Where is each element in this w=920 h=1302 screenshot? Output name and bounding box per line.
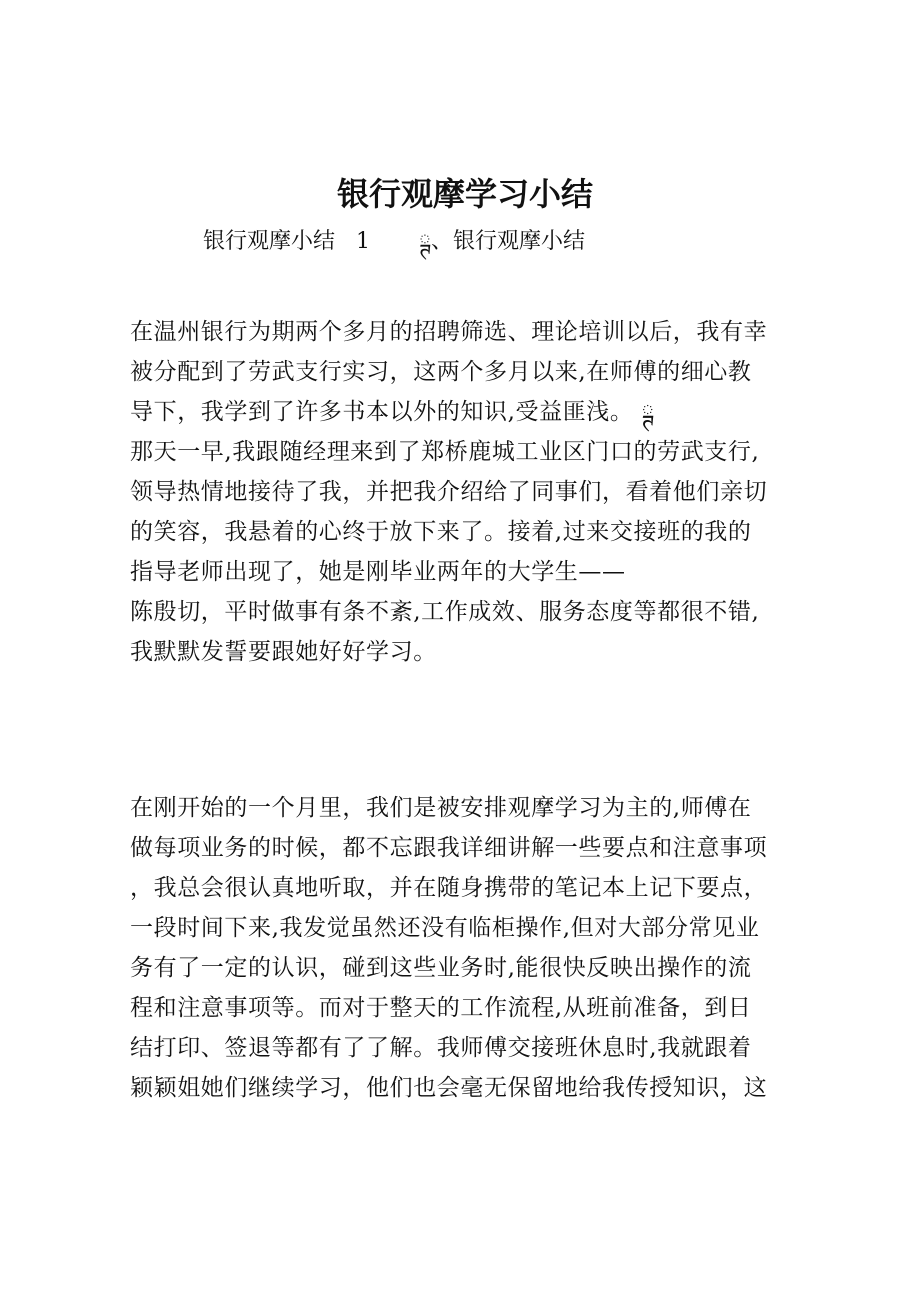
text-line: 领导热情地接待了我，并把我介绍给了同事们，看着他们亲切 bbox=[130, 479, 768, 505]
text-line: 务有了一定的认识，碰到这些业务时,能很快反映出操作的流 bbox=[130, 955, 752, 981]
paragraph-block bbox=[130, 312, 800, 672]
text-line: 在温州银行为期两个多月的招聘筛选、理论培训以后，我有幸 bbox=[130, 319, 768, 345]
text-line: 结打印、签退等都有了了解。我师傅交接班休息时,我就跟着 bbox=[130, 1035, 752, 1061]
text-line: 被分配到了劳武支行实习，这两个多月以来,在师傅的细心教 bbox=[130, 359, 752, 385]
text-line: 在刚开始的一个月里，我们是被安排观摩学习为主的,师傅在 bbox=[130, 795, 752, 821]
text-line: 做每项业务的时候，都不忘跟我详细讲解一些要点和注意事项 bbox=[130, 835, 768, 861]
text-line: 的笑容，我悬着的心终于放下来了。接着,过来交接班的我的 bbox=[130, 519, 752, 545]
text-line: 一段时间下来,我发觉虽然还没有临柜操作,但对大部分常见业 bbox=[130, 915, 760, 941]
text-line: 指导老师出现了，她是刚毕业两年的大学生—— bbox=[130, 559, 626, 585]
document-subtitle: 银行观摩小结 1 ྚ、银行观摩小结 bbox=[203, 229, 586, 254]
text-line: 陈殷切，平时做事有条不紊,工作成效、服务态度等都很不错, bbox=[130, 599, 760, 625]
text-line: 颖颖姐她们继续学习，他们也会毫无保留地给我传授知识，这 bbox=[130, 1075, 768, 1101]
text-line: 导下，我学到了许多书本以外的知识,受益匪浅。 ྚ bbox=[130, 399, 655, 425]
text-line: 那天一早,我跟随经理来到了郑桥鹿城工业区门口的劳武支行, bbox=[130, 439, 760, 465]
text-line: 程和注意事项等。而对于整天的工作流程,从班前准备，到日 bbox=[130, 995, 752, 1021]
document-title: 银行观摩学习小结 bbox=[336, 175, 593, 213]
text-line: ，我总会很认真地听取，并在随身携带的笔记本上记下要点， bbox=[130, 875, 768, 901]
paragraph-block bbox=[130, 788, 800, 1108]
text-line: 我默默发誓要跟她好好学习。 bbox=[130, 639, 437, 665]
